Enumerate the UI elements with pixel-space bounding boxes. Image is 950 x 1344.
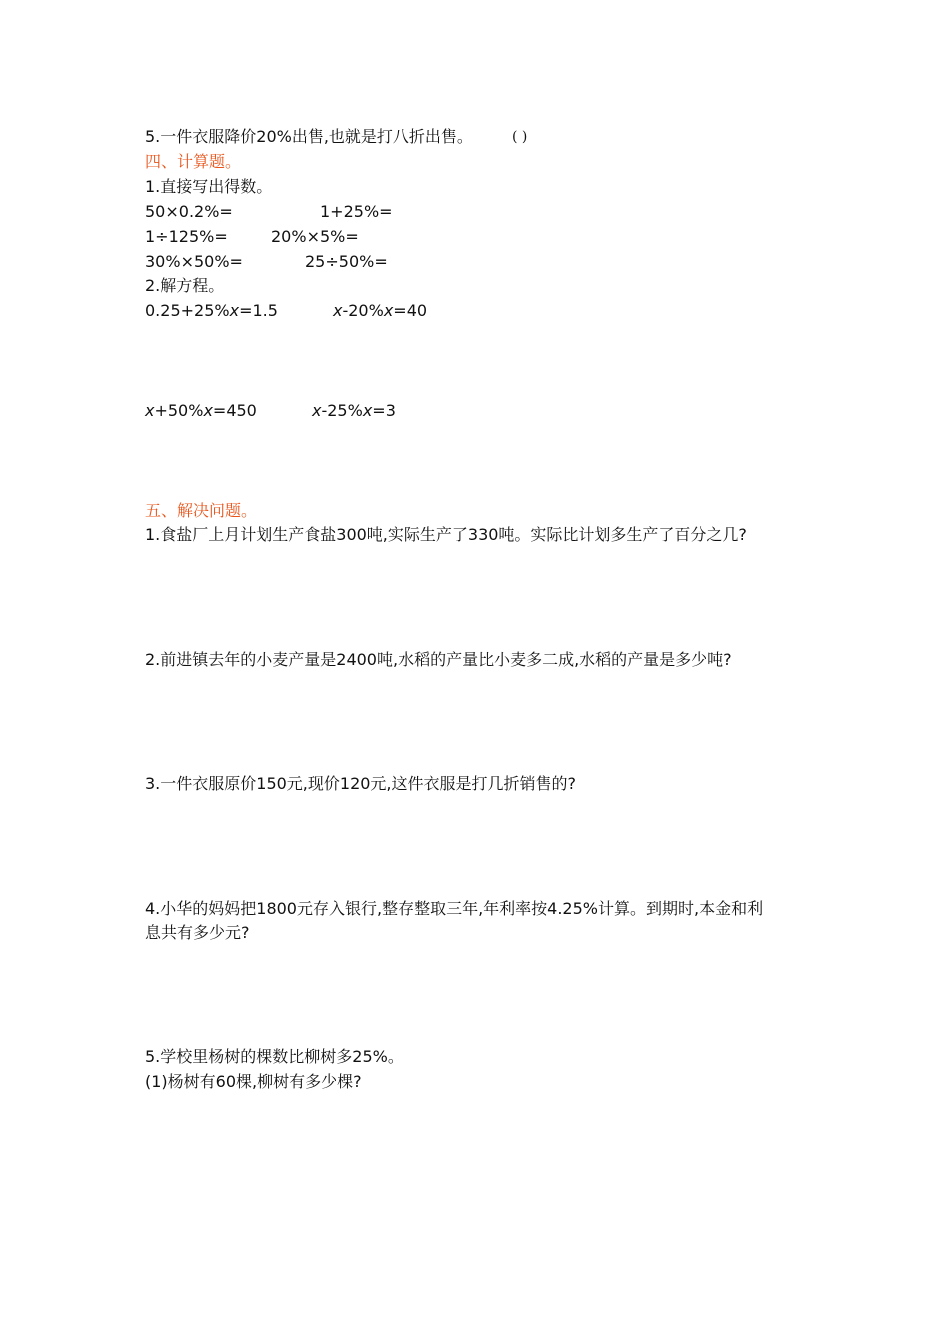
- calc-row-1: [145, 202, 233, 222]
- variable-x: x: [333, 301, 343, 320]
- variable-x: x: [362, 401, 373, 420]
- section-5-heading: 五、解决问题。: [145, 501, 258, 520]
- equation-part: +50%: [154, 401, 204, 420]
- equation-part: -25%: [321, 401, 363, 420]
- problem-4-line-1: 4.小华的妈妈把1800元存入银行,整存整取三年,年利率按4.25%计算。到期时,本金和利: [145, 899, 764, 918]
- section-4-heading: 四、计算题。: [145, 152, 242, 171]
- section-4-sub2: 2.解方程。: [145, 276, 225, 295]
- judge-question-5: [145, 127, 473, 147]
- calc-item: 1+25%=: [320, 202, 393, 221]
- calc-item: 25÷50%=: [305, 252, 388, 271]
- problem-5-part-1: (1)杨树有60棵,柳树有多少棵?: [145, 1072, 362, 1091]
- equation-2: [333, 301, 427, 321]
- answer-parentheses: ( ): [512, 129, 528, 145]
- equation-1: [145, 301, 278, 321]
- section-4-sub1: 1.直接写出得数。: [145, 177, 273, 196]
- variable-x: x: [383, 301, 394, 320]
- problem-5: 5.学校里杨树的棵数比柳树多25%。: [145, 1047, 404, 1066]
- problem-3: 3.一件衣服原价150元,现价120元,这件衣服是打几折销售的?: [145, 774, 577, 793]
- equation-part: 0.25+25%: [145, 301, 230, 320]
- calc-row-3: [145, 252, 243, 272]
- judge-question-5-text: 5.一件衣服降价20%出售,也就是打八折出售。: [145, 127, 473, 146]
- equation-part: =3: [372, 401, 396, 420]
- equation-part: =450: [212, 401, 257, 420]
- variable-x: x: [145, 401, 155, 420]
- equation-part: -20%: [342, 301, 384, 320]
- equation-part: =1.5: [239, 301, 278, 320]
- calc-item: 30%×50%=: [145, 252, 243, 271]
- equation-3: [145, 401, 257, 421]
- calc-row-2: [145, 227, 228, 247]
- equation-4: [312, 401, 396, 421]
- equation-part: =40: [393, 301, 428, 320]
- problem-2: 2.前进镇去年的小麦产量是2400吨,水稻的产量比小麦多二成,水稻的产量是多少吨?: [145, 650, 732, 669]
- calc-item: 1÷125%=: [145, 227, 228, 246]
- problem-4-line-2: 息共有多少元?: [145, 923, 250, 942]
- variable-x: x: [312, 401, 322, 420]
- calc-item: 20%×5%=: [271, 227, 359, 246]
- variable-x: x: [229, 301, 240, 320]
- calc-item: 50×0.2%=: [145, 202, 233, 221]
- problem-1: 1.食盐厂上月计划生产食盐300吨,实际生产了330吨。实际比计划多生产了百分之几?: [145, 525, 747, 544]
- variable-x: x: [203, 401, 213, 420]
